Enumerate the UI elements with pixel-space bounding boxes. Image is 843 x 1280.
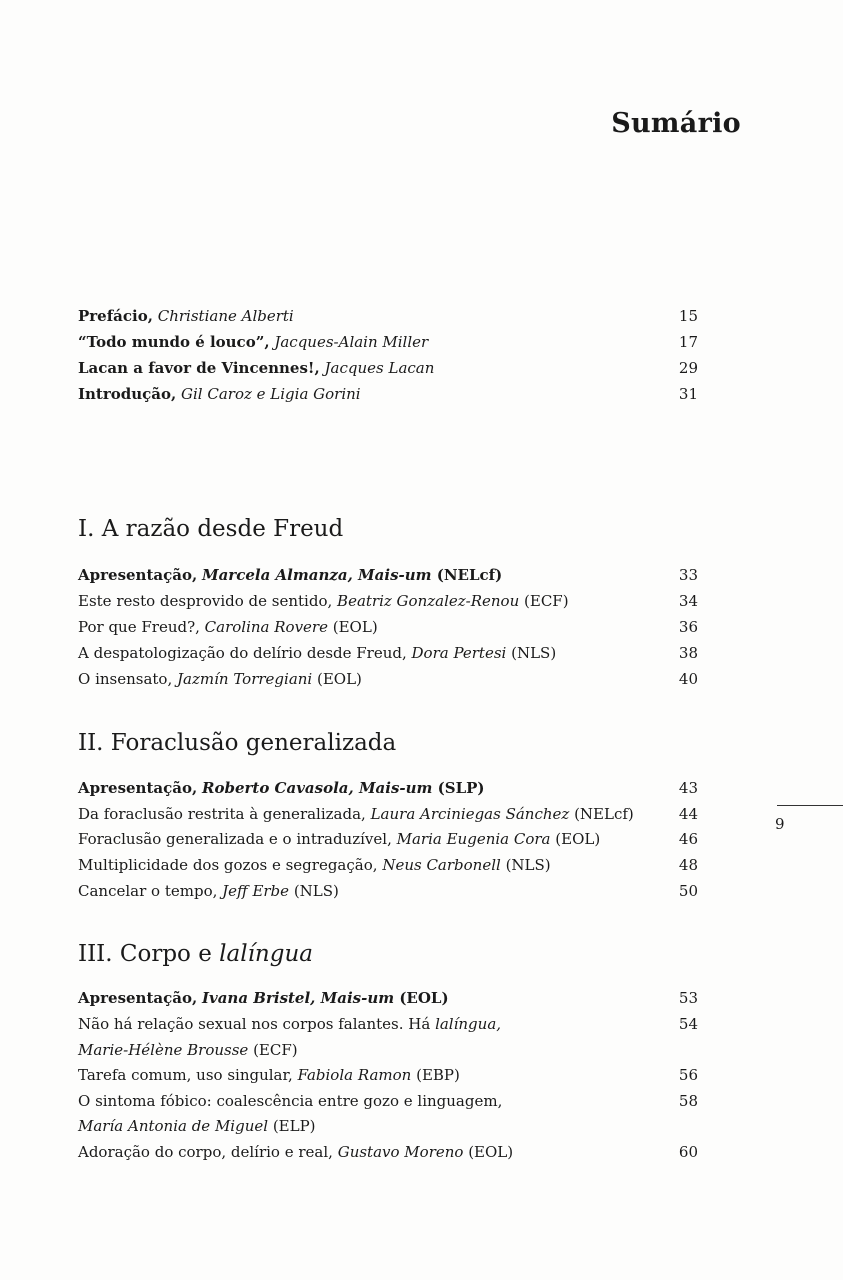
entry-page: 31 (678, 385, 698, 403)
entry-page: 38 (678, 644, 698, 662)
entry-title: Multiplicidade dos gozos e segregação, (78, 856, 378, 874)
entry-page: 15 (678, 307, 698, 325)
entry-author: Marie-Hélène Brousse (78, 1041, 249, 1059)
entry-suffix: (SLP) (432, 779, 485, 797)
entry-suffix: (NELcf) (569, 805, 634, 823)
toc-entry (78, 1015, 698, 1034)
entry-page: 56 (678, 1066, 698, 1084)
entry-author: Roberto Cavasola, Mais-um (201, 779, 433, 797)
toc-entry (78, 385, 698, 404)
entry-author: Gustavo Moreno (337, 1143, 464, 1161)
toc-entry (78, 670, 698, 689)
entry-author: Neus Carbonell (382, 856, 501, 874)
entry-author: María Antonia de Miguel (78, 1117, 269, 1135)
toc-entry (78, 1143, 698, 1162)
entry-title: A despatologização do delírio desde Freud, (78, 644, 407, 662)
entry-page: 33 (678, 566, 698, 584)
section-title: A razão desde Freud (101, 516, 344, 542)
entry-title: Não há relação sexual nos corpos falantes. Há (78, 1015, 436, 1033)
entry-page: 40 (678, 670, 698, 688)
entry-title: Da foraclusão restrita à generalizada, (78, 805, 366, 823)
section-numeral: III. (78, 941, 113, 967)
entry-author: Fabiola Ramon (297, 1066, 412, 1084)
entry-author: Ivana Bristel, Mais-um (201, 989, 395, 1007)
entry-page: 60 (678, 1143, 698, 1161)
entry-author: Jazmín Torregiani (177, 670, 313, 688)
toc-entry (78, 882, 698, 901)
entry-title: Foraclusão generalizada e o intraduzível, (78, 830, 392, 848)
entry-title-italic: lalíngua, (435, 1015, 502, 1033)
toc-entry-continuation (78, 1117, 316, 1136)
entry-title: O sintoma fóbico: coalescência entre gozo e linguagem, (78, 1092, 503, 1110)
entry-suffix: (ECF) (519, 592, 569, 610)
entry-suffix: (NLS) (506, 644, 557, 662)
entry-author: Maria Eugenia Cora (396, 830, 551, 848)
entry-suffix: (NELcf) (431, 566, 503, 584)
entry-page: 53 (678, 989, 698, 1007)
entry-author: Gil Caroz e Ligia Gorini (181, 385, 361, 403)
entry-title: Este resto desprovido de sentido, (78, 592, 333, 610)
entry-author: Dora Pertesi (411, 644, 507, 662)
entry-page: 48 (678, 856, 698, 874)
entry-suffix: (NLS) (289, 882, 339, 900)
entry-title: Por que Freud?, (78, 618, 200, 636)
entry-title: Lacan a favor de Vincennes!, (78, 359, 320, 377)
entry-author: Jeff Erbe (222, 882, 290, 900)
entry-page: 17 (678, 333, 698, 351)
entry-title: Prefácio, (78, 307, 153, 325)
entry-title: Introdução, (78, 385, 177, 403)
entry-suffix: (EOL) (550, 830, 601, 848)
entry-page: 34 (678, 592, 698, 610)
toc-entry (78, 644, 698, 663)
entry-suffix: (ECF) (248, 1041, 298, 1059)
entry-title: Apresentação, (78, 566, 198, 584)
section-numeral: II. (78, 730, 104, 756)
entry-author: Christiane Alberti (157, 307, 294, 325)
entry-title: Adoração do corpo, delírio e real, (78, 1143, 333, 1161)
section-heading (78, 516, 343, 542)
section-heading (78, 730, 396, 756)
entry-title: Apresentação, (78, 989, 198, 1007)
entry-page: 36 (678, 618, 698, 636)
entry-page: 43 (678, 779, 698, 797)
toc-entry (78, 805, 698, 824)
page-title: Sumário (611, 108, 741, 139)
entry-author: Laura Arciniegas Sánchez (370, 805, 570, 823)
section-title-italic: lalíngua (219, 941, 313, 967)
toc-entry (78, 830, 698, 849)
entry-suffix: (EOL) (463, 1143, 514, 1161)
entry-author: Carolina Rovere (204, 618, 328, 636)
entry-page: 50 (678, 882, 698, 900)
entry-title: “Todo mundo é louco”, (78, 333, 270, 351)
toc-entry-continuation (78, 1041, 298, 1060)
entry-page: 54 (678, 1015, 698, 1033)
entry-author: Marcela Almanza, Mais-um (201, 566, 432, 584)
toc-entry (78, 989, 698, 1008)
toc-entry (78, 779, 698, 798)
entry-page: 46 (678, 830, 698, 848)
entry-title: Apresentação, (78, 779, 198, 797)
toc-entry (78, 307, 698, 326)
entry-page: 29 (678, 359, 698, 377)
toc-entry (78, 359, 698, 378)
toc-entry (78, 1092, 698, 1111)
section-title: Corpo e (119, 941, 220, 967)
toc-entry (78, 618, 698, 637)
toc-entry (78, 1066, 698, 1085)
toc-entry (78, 333, 698, 352)
entry-suffix: (NLS) (500, 856, 551, 874)
entry-title: Tarefa comum, uso singular, (78, 1066, 293, 1084)
entry-title: O insensato, (78, 670, 173, 688)
entry-title: Cancelar o tempo, (78, 882, 218, 900)
toc-entry (78, 566, 698, 585)
toc-entry (78, 856, 698, 875)
entry-author: Jacques Lacan (324, 359, 435, 377)
page-number: 9 (775, 815, 785, 833)
toc-entry (78, 592, 698, 611)
section-heading (78, 941, 313, 967)
entry-suffix: (ELP) (268, 1117, 316, 1135)
entry-author: Jacques-Alain Miller (274, 333, 429, 351)
section-numeral: I. (78, 516, 95, 542)
entry-suffix: (EOL) (312, 670, 362, 688)
entry-page: 58 (678, 1092, 698, 1110)
section-title: Foraclusão generalizada (110, 730, 397, 756)
entry-page: 44 (678, 805, 698, 823)
entry-suffix: (EOL) (394, 989, 449, 1007)
entry-suffix: (EOL) (327, 618, 378, 636)
entry-suffix: (EBP) (411, 1066, 460, 1084)
folio-rule (777, 805, 843, 806)
entry-author: Beatriz Gonzalez-Renou (337, 592, 520, 610)
